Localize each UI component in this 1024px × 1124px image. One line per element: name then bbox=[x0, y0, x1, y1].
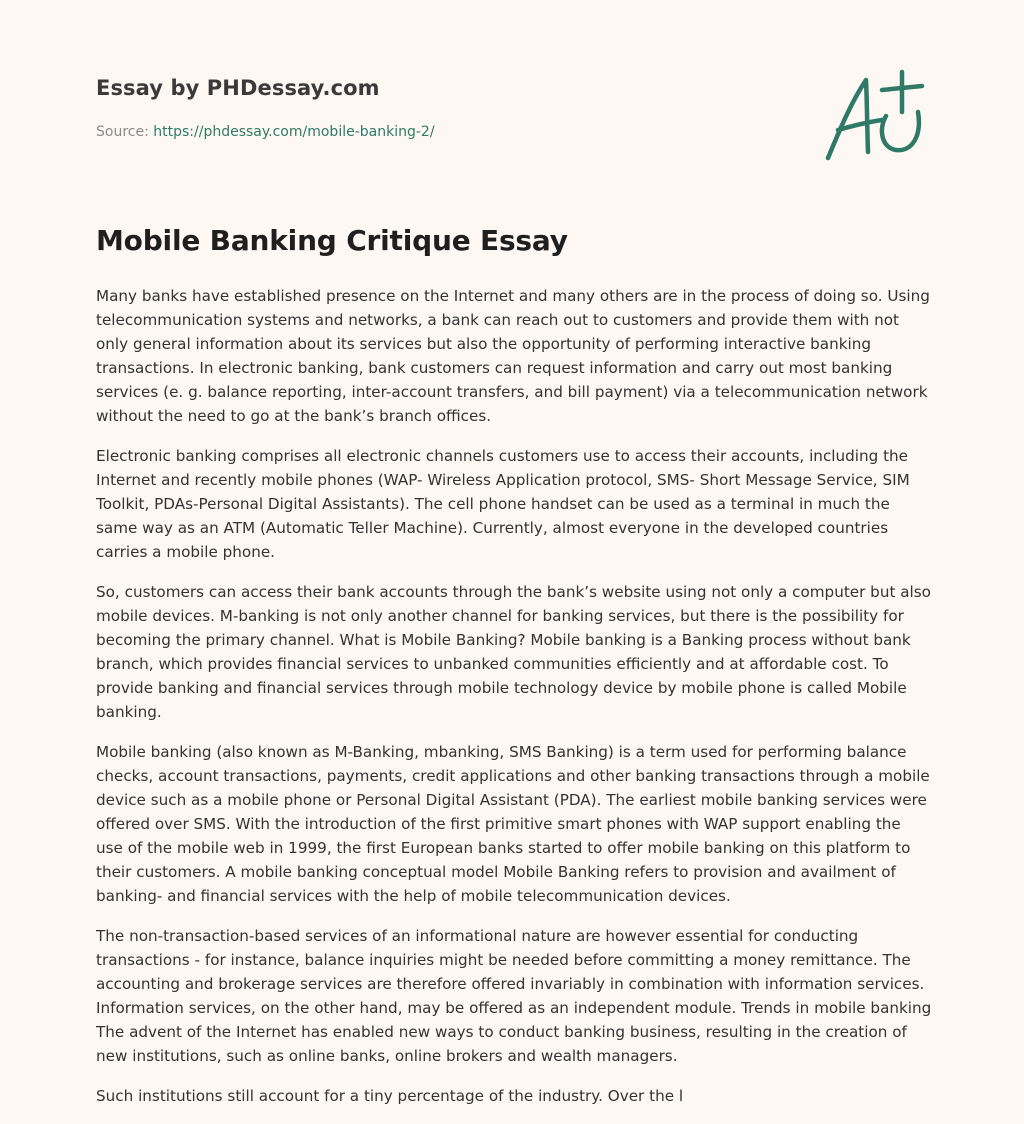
paragraph: So, customers can access their bank accounts through the bank’s website using not only a computer but also mobile devices. M-banking is not only another channel for banking services, but there is the possibility for becoming the primary channel. What is Mobile Banking? Mobile banking is a Banking process without bank branch, which provides financial services to unbanked communities efficiently and at affordable cost. To provide banking and financial services through mobile technology device by mobile phone is called Mobile banking. bbox=[96, 583, 931, 721]
page-title: Mobile Banking Critique Essay bbox=[96, 224, 568, 257]
a-plus-logo-icon bbox=[818, 66, 930, 166]
paragraph: The non-transaction-based services of an informational nature are however essential for conducting transactions - for instance, balance inquiries might be needed before committing a money remittance. The accounting and brokerage services are therefore offered invariably in combination with information services. Information services, on the other hand, may be offered as an independent module. Trends in mobile banking The advent of the Internet has enabled new ways to conduct banking business, resulting in the creation of new institutions, such as online banks, online brokers and wealth managers. bbox=[96, 927, 932, 1065]
paragraph: Such institutions still account for a tiny percentage of the industry. Over the l bbox=[96, 1087, 684, 1105]
paragraph: Mobile banking (also known as M-Banking, mbanking, SMS Banking) is a term used for performing balance checks, account transactions, payments, credit applications and other banking transactions through a mobile device such as a mobile phone or Personal Digital Assistant (PDA). The earliest mobile banking services were offered over SMS. With the introduction of the first primitive smart phones with WAP support enabling the use of the mobile web in 1999, the first European banks started to offer mobile banking on this platform to their customers. A mobile banking conceptual model Mobile Banking refers to provision and availment of banking- and financial services with the help of mobile telecommunication devices. bbox=[96, 743, 930, 905]
source-label: Source: bbox=[96, 124, 154, 140]
header-brand: Essay by PHDessay.com bbox=[96, 76, 380, 100]
paragraph: Electronic banking comprises all electronic channels customers use to access their accounts, including the Internet and recently mobile phones (WAP- Wireless Application protocol, SMS- Short Message Service, SIM Toolkit, PDAs-Personal Digital Assistants). The cell phone handset can be used as a terminal in much the same way as an ATM (Automatic Teller Machine). Currently, almost everyone in the developed countries carries a mobile phone. bbox=[96, 447, 910, 561]
paragraph: Many banks have established presence on the Internet and many others are in the process of doing so. Using telecommunication systems and networks, a bank can reach out to customers and provide them with not only general information about its services but also the opportunity of performing interactive banking transactions. In electronic banking, bank customers can request information and carry out most banking services (e. g. balance reporting, inter-account transfers, and bill payment) via a telecommunication network without the need to go at the bank’s branch offices. bbox=[96, 287, 930, 425]
article-body bbox=[96, 284, 932, 1124]
source-line bbox=[96, 124, 435, 140]
source-link[interactable]: https://phdessay.com/mobile-banking-2/ bbox=[153, 124, 435, 140]
